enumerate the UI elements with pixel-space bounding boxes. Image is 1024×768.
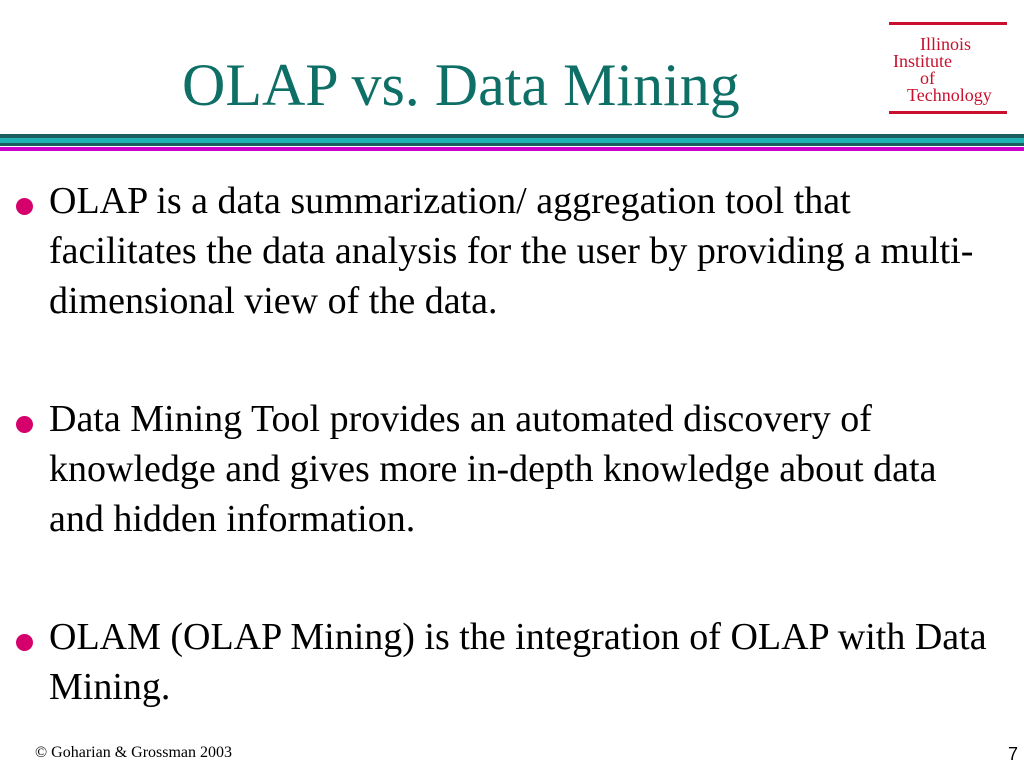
bullet-text: Data Mining Tool provides an automated discovery of knowledge and gives more in-depth knowledge about data and hidden information. (49, 398, 937, 540)
copyright-footer: © Goharian & Grossman 2003 (35, 744, 233, 761)
bullet-dot-icon (16, 198, 33, 215)
bullet-text: OLAP is a data summarization/ aggregation tool that facilitates the data analysis for the user by providing a multi-dimensional view of the data. (49, 180, 974, 322)
page-number: 7 (1007, 744, 1018, 764)
logo-line-1: Illinois (920, 34, 972, 54)
logo-line-3: of (920, 68, 935, 88)
logo-line-4: Technology (907, 85, 992, 105)
bullet-dot-icon (16, 416, 33, 433)
logo-line-2: Institute (893, 51, 952, 71)
slide-title: OLAP vs. Data Mining (182, 52, 740, 118)
bullet-dot-icon (16, 634, 33, 651)
bullet-text: OLAM (OLAP Mining) is the integration of OLAP with Data Mining. (49, 616, 987, 708)
